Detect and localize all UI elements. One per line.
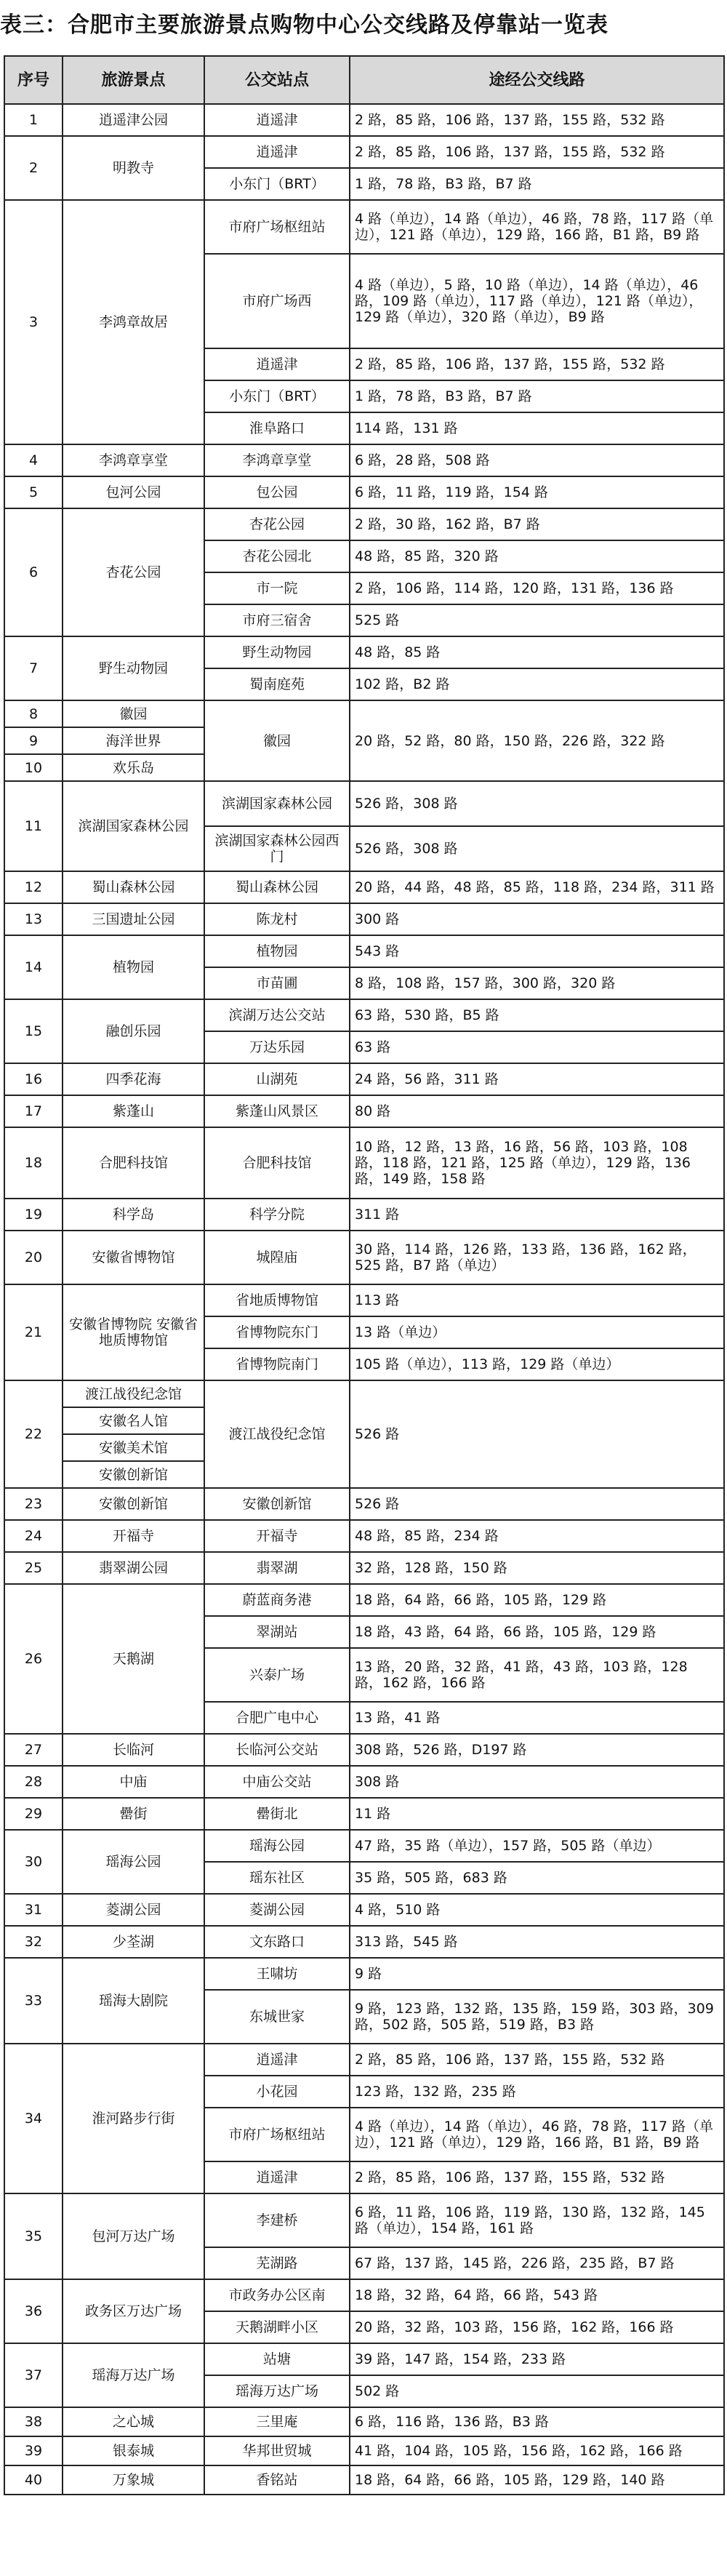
row-number: 12 [4,871,63,903]
header-bus-routes: 途经公交线路 [350,56,724,104]
scenic-spot-name: 中庙 [63,1766,204,1798]
scenic-spot-name: 瑶海万达广场 [63,2343,204,2407]
table-row [4,1734,724,1766]
table-row [4,636,724,668]
scenic-spot-name: 万象城 [63,2465,204,2495]
bus-routes: 543 路 [350,935,724,967]
bus-stop-name: 小东门（BRT） [204,380,350,412]
bus-stop-name: 开福寺 [204,1520,350,1552]
bus-stop-name: 蔚蓝商务港 [204,1584,350,1616]
bus-routes: 13 路，41 路 [350,1702,724,1734]
scenic-spot-name: 瑶海公园 [63,1830,204,1894]
row-number: 5 [4,476,63,508]
row-number: 8 [4,700,63,727]
bus-routes: 20 路，52 路，80 路，150 路，226 路，322 路 [350,700,724,781]
bus-routes: 105 路（单边），113 路，129 路（单边） [350,1348,724,1380]
bus-routes: 300 路 [350,903,724,935]
scenic-spot-name: 安徽创新馆 [63,1488,204,1520]
bus-stop-name: 市政务办公区南 [204,2279,350,2311]
bus-routes: 6 路，116 路，136 路，B3 路 [350,2407,724,2436]
bus-routes: 6 路，11 路，106 路，119 路，130 路，132 路，145 路（单边），154 路，161 路 [350,2193,724,2247]
table-row [4,444,724,476]
bus-routes: 526 路，308 路 [350,781,724,826]
table-row [4,1766,724,1798]
table-row [4,2407,724,2436]
table-row [4,1063,724,1095]
row-number: 25 [4,1552,63,1584]
bus-routes: 13 路（单边） [350,1316,724,1348]
row-number: 11 [4,781,63,871]
table-row [4,2279,724,2311]
table-body [4,104,724,2495]
bus-routes: 313 路，545 路 [350,1926,724,1958]
bus-routes: 114 路，131 路 [350,412,724,444]
bus-routes: 8 路，108 路，157 路，300 路，320 路 [350,967,724,999]
bus-routes: 123 路，132 路，235 路 [350,2076,724,2108]
table-row [4,508,724,540]
bus-routes: 4 路，510 路 [350,1894,724,1926]
bus-stop-name: 逍遥津 [204,2161,350,2193]
bus-stop-name: 杏花公园 [204,508,350,540]
row-number: 2 [4,136,63,200]
bus-routes: 4 路（单边），14 路（单边），46 路，78 路，117 路（单边），121 路（单边），129 路，166 路，B1 路，B9 路 [350,2108,724,2161]
bus-routes: 2 路，30 路，162 路，B7 路 [350,508,724,540]
row-number: 33 [4,1958,63,2044]
bus-stop-name: 李建桥 [204,2193,350,2247]
table-row [4,2343,724,2375]
bus-stop-name: 省博物院南门 [204,1348,350,1380]
bus-routes: 63 路 [350,1031,724,1063]
bus-routes: 4 路（单边），14 路（单边），46 路，78 路，117 路（单边），121 路（单边），129 路，166 路，B1 路，B9 路 [350,200,724,254]
scenic-spot-name: 银泰城 [63,2436,204,2465]
row-number: 38 [4,2407,63,2436]
routes-table [4,55,725,2495]
bus-routes: 9 路，123 路，132 路，135 路，159 路，303 路，309 路，502 路，505 路，519 路，B3 路 [350,1990,724,2044]
scenic-spot-name: 杏花公园 [63,508,204,636]
scenic-spot-name: 渡江战役纪念馆 [63,1380,204,1407]
bus-routes: 13 路，20 路，32 路，41 路，43 路，103 路，128 路，162 路，166 路 [350,1648,724,1702]
row-number: 16 [4,1063,63,1095]
row-number: 40 [4,2465,63,2495]
table-row [4,2465,724,2495]
header-bus-stop: 公交站点 [204,56,350,104]
row-number: 37 [4,2343,63,2407]
bus-routes: 11 路 [350,1798,724,1830]
bus-stop-name: 站塘 [204,2343,350,2375]
scenic-spot-name: 紫蓬山 [63,1095,204,1127]
table-row [4,1199,724,1231]
bus-routes: 48 路，85 路，234 路 [350,1520,724,1552]
bus-routes: 311 路 [350,1199,724,1231]
table-row [4,2193,724,2247]
row-number: 36 [4,2279,63,2343]
row-number: 13 [4,903,63,935]
row-number: 19 [4,1199,63,1231]
row-number: 23 [4,1488,63,1520]
bus-routes: 2 路，85 路，106 路，137 路，155 路，532 路 [350,136,724,168]
row-number: 14 [4,935,63,999]
table-row [4,2044,724,2076]
table-row [4,1520,724,1552]
bus-stop-name: 合肥广电中心 [204,1702,350,1734]
bus-routes: 526 路，308 路 [350,826,724,871]
table-row [4,1127,724,1199]
scenic-spot-name: 少荃湖 [63,1926,204,1958]
bus-stop-name: 淮阜路口 [204,412,350,444]
bus-stop-name: 逍遥津 [204,136,350,168]
bus-stop-name: 逍遥津 [204,2044,350,2076]
scenic-spot-name: 安徽省博物院 安徽省地质博物馆 [63,1284,204,1380]
bus-routes: 502 路 [350,2375,724,2407]
row-number: 34 [4,2044,63,2193]
bus-stop-name: 瑶海万达广场 [204,2375,350,2407]
scenic-spot-name: 长临河 [63,1734,204,1766]
bus-routes: 525 路 [350,604,724,636]
table-row [4,136,724,168]
bus-routes: 6 路，28 路，508 路 [350,444,724,476]
bus-routes: 41 路，104 路，105 路，156 路，162 路，166 路 [350,2436,724,2465]
table-row [4,700,724,727]
bus-routes: 18 路，64 路，66 路，105 路，129 路，140 路 [350,2465,724,2495]
row-number: 15 [4,999,63,1063]
table-row [4,1926,724,1958]
bus-stop-name: 翠湖站 [204,1616,350,1648]
bus-routes: 48 路，85 路，320 路 [350,540,724,572]
bus-stop-name: 滨湖国家森林公园西门 [204,826,350,871]
bus-stop-name: 山湖苑 [204,1063,350,1095]
bus-routes: 113 路 [350,1284,724,1316]
table-row [4,1380,724,1407]
page-title: 表三：合肥市主要旅游景点购物中心公交线路及停靠站一览表 [0,12,608,38]
bus-routes: 1 路，78 路，B3 路，B7 路 [350,380,724,412]
bus-stop-name: 李鸿章享堂 [204,444,350,476]
bus-stop-name: 杏花公园北 [204,540,350,572]
scenic-spot-name: 罍街 [63,1798,204,1830]
table-row [4,1830,724,1862]
row-number: 28 [4,1766,63,1798]
row-number: 1 [4,104,63,136]
bus-stop-name: 包公园 [204,476,350,508]
row-number: 3 [4,200,63,444]
row-number: 39 [4,2436,63,2465]
table-row [4,1894,724,1926]
bus-routes: 526 路 [350,1488,724,1520]
bus-routes: 20 路，44 路，48 路，85 路，118 路，234 路，311 路 [350,871,724,903]
bus-routes: 526 路 [350,1380,724,1488]
table-row [4,104,724,136]
bus-stop-name: 徽园 [204,700,350,781]
scenic-spot-name: 野生动物园 [63,636,204,700]
bus-stop-name: 市一院 [204,572,350,604]
table-row [4,1488,724,1520]
row-number: 18 [4,1127,63,1199]
bus-routes: 308 路 [350,1766,724,1798]
scenic-spot-name: 三国遗址公园 [63,903,204,935]
bus-stop-name: 合肥科技馆 [204,1127,350,1199]
row-number: 21 [4,1284,63,1380]
bus-stop-name: 滨湖国家森林公园 [204,781,350,826]
row-number: 22 [4,1380,63,1488]
bus-stop-name: 市苗圃 [204,967,350,999]
bus-stop-name: 东城世家 [204,1990,350,2044]
bus-routes: 2 路，85 路，106 路，137 路，155 路，532 路 [350,2161,724,2193]
bus-routes: 2 路，85 路，106 路，137 路，155 路，532 路 [350,348,724,380]
table-row [4,935,724,967]
bus-stop-name: 菱湖公园 [204,1894,350,1926]
bus-routes: 35 路，505 路，683 路 [350,1862,724,1894]
row-number: 20 [4,1231,63,1284]
table-row [4,871,724,903]
bus-stop-name: 市府三宿舍 [204,604,350,636]
bus-stop-name: 科学分院 [204,1199,350,1231]
scenic-spot-name: 安徽美术馆 [63,1434,204,1461]
table-row [4,200,724,254]
table-row [4,1958,724,1990]
table-row [4,903,724,935]
bus-stop-name: 渡江战役纪念馆 [204,1380,350,1488]
table-row [4,1095,724,1127]
bus-routes: 102 路，B2 路 [350,668,724,700]
bus-routes: 39 路，147 路，154 路，233 路 [350,2343,724,2375]
row-number: 17 [4,1095,63,1127]
bus-stop-name: 植物园 [204,935,350,967]
bus-routes: 48 路，85 路 [350,636,724,668]
row-number: 31 [4,1894,63,1926]
bus-routes: 9 路 [350,1958,724,1990]
scenic-spot-name: 欢乐岛 [63,754,204,781]
bus-routes: 4 路（单边），5 路，10 路（单边），14 路（单边），46 路，109 路（单边），117 路（单边），121 路（单边），129 路（单边），320 路（单边），B9 路 [350,254,724,348]
header-number: 序号 [4,56,63,104]
scenic-spot-name: 合肥科技馆 [63,1127,204,1199]
bus-stop-name: 市府广场枢纽站 [204,2108,350,2161]
scenic-spot-name: 包河万达广场 [63,2193,204,2279]
scenic-spot-name: 四季花海 [63,1063,204,1095]
bus-stop-name: 中庙公交站 [204,1766,350,1798]
bus-stop-name: 瑶海公园 [204,1830,350,1862]
row-number: 27 [4,1734,63,1766]
scenic-spot-name: 海洋世界 [63,727,204,754]
table-row [4,999,724,1031]
row-number: 29 [4,1798,63,1830]
table-row [4,476,724,508]
scenic-spot-name: 安徽名人馆 [63,1407,204,1434]
bus-stop-name: 翡翠湖 [204,1552,350,1584]
bus-routes: 10 路，12 路，13 路，16 路，56 路，103 路，108 路，118 路，121 路，125 路（单边），129 路，136 路，149 路，158 路 [350,1127,724,1199]
bus-routes: 80 路 [350,1095,724,1127]
bus-routes: 47 路，35 路（单边），157 路，505 路（单边） [350,1830,724,1862]
bus-routes: 18 路，43 路，64 路，66 路，105 路，129 路 [350,1616,724,1648]
bus-stop-name: 香铭站 [204,2465,350,2495]
scenic-spot-name: 滨湖国家森林公园 [63,781,204,871]
bus-stop-name: 陈龙村 [204,903,350,935]
row-number: 26 [4,1584,63,1734]
header-scenic-spot: 旅游景点 [63,56,204,104]
bus-stop-name: 蜀南庭苑 [204,668,350,700]
bus-stop-name: 芜湖路 [204,2247,350,2279]
scenic-spot-name: 植物园 [63,935,204,999]
bus-routes: 1 路，78 路，B3 路，B7 路 [350,168,724,200]
table-row [4,1231,724,1284]
table-row [4,2436,724,2465]
bus-stop-name: 省地质博物馆 [204,1284,350,1316]
bus-stop-name: 市府广场枢纽站 [204,200,350,254]
row-number: 24 [4,1520,63,1552]
bus-routes: 2 路，85 路，106 路，137 路，155 路，532 路 [350,2044,724,2076]
bus-stop-name: 逍遥津 [204,104,350,136]
bus-stop-name: 小花园 [204,2076,350,2108]
scenic-spot-name: 天鹅湖 [63,1584,204,1734]
row-number: 30 [4,1830,63,1894]
bus-routes: 6 路，11 路，119 路，154 路 [350,476,724,508]
bus-stop-name: 万达乐园 [204,1031,350,1063]
bus-stop-name: 紫蓬山风景区 [204,1095,350,1127]
scenic-spot-name: 菱湖公园 [63,1894,204,1926]
bus-stop-name: 文东路口 [204,1926,350,1958]
bus-routes: 24 路，56 路，311 路 [350,1063,724,1095]
table-row [4,781,724,826]
table-row [4,1284,724,1316]
table-row [4,1552,724,1584]
bus-stop-name: 三里庵 [204,2407,350,2436]
scenic-spot-name: 科学岛 [63,1199,204,1231]
bus-stop-name: 王啸坊 [204,1958,350,1990]
bus-stop-name: 瑶东社区 [204,1862,350,1894]
bus-routes: 308 路，526 路，D197 路 [350,1734,724,1766]
row-number: 7 [4,636,63,700]
bus-stop-name: 华邦世贸城 [204,2436,350,2465]
scenic-spot-name: 翡翠湖公园 [63,1552,204,1584]
row-number: 32 [4,1926,63,1958]
scenic-spot-name: 瑶海大剧院 [63,1958,204,2044]
scenic-spot-name: 逍遥津公园 [63,104,204,136]
bus-routes: 2 路，106 路，114 路，120 路，131 路，136 路 [350,572,724,604]
bus-stop-name: 长临河公交站 [204,1734,350,1766]
bus-routes: 67 路，137 路，145 路，226 路，235 路，B7 路 [350,2247,724,2279]
scenic-spot-name: 安徽省博物馆 [63,1231,204,1284]
bus-stop-name: 省博物院东门 [204,1316,350,1348]
bus-routes: 18 路，32 路，64 路，66 路，543 路 [350,2279,724,2311]
scenic-spot-name: 李鸿章故居 [63,200,204,444]
scenic-spot-name: 蜀山森林公园 [63,871,204,903]
bus-stop-name: 罍街北 [204,1798,350,1830]
bus-routes: 18 路，64 路，66 路，105 路，129 路 [350,1584,724,1616]
scenic-spot-name: 徽园 [63,700,204,727]
row-number: 4 [4,444,63,476]
bus-stop-name: 滨湖万达公交站 [204,999,350,1031]
scenic-spot-name: 融创乐园 [63,999,204,1063]
row-number: 35 [4,2193,63,2279]
bus-stop-name: 安徽创新馆 [204,1488,350,1520]
scenic-spot-name: 淮河路步行街 [63,2044,204,2193]
bus-stop-name: 小东门（BRT） [204,168,350,200]
scenic-spot-name: 李鸿章享堂 [63,444,204,476]
row-number: 9 [4,727,63,754]
header-row [4,56,724,104]
bus-stop-name: 城隍庙 [204,1231,350,1284]
scenic-spot-name: 开福寺 [63,1520,204,1552]
bus-routes: 20 路，32 路，103 路，156 路，162 路，166 路 [350,2311,724,2343]
bus-stop-name: 市府广场西 [204,254,350,348]
scenic-spot-name: 明教寺 [63,136,204,200]
bus-routes: 30 路，114 路，126 路，133 路，136 路，162 路，525 路，B7 路（单边） [350,1231,724,1284]
scenic-spot-name: 包河公园 [63,476,204,508]
table-row [4,1798,724,1830]
scenic-spot-name: 之心城 [63,2407,204,2436]
bus-stop-name: 逍遥津 [204,348,350,380]
bus-stop-name: 蜀山森林公园 [204,871,350,903]
bus-stop-name: 天鹅湖畔小区 [204,2311,350,2343]
row-number: 6 [4,508,63,636]
bus-stop-name: 兴泰广场 [204,1648,350,1702]
bus-stop-name: 野生动物园 [204,636,350,668]
row-number: 10 [4,754,63,781]
bus-routes: 63 路，530 路，B5 路 [350,999,724,1031]
scenic-spot-name: 政务区万达广场 [63,2279,204,2343]
bus-routes: 32 路，128 路，150 路 [350,1552,724,1584]
scenic-spot-name: 安徽创新馆 [63,1461,204,1488]
bus-routes: 2 路，85 路，106 路，137 路，155 路，532 路 [350,104,724,136]
table-row [4,1584,724,1616]
